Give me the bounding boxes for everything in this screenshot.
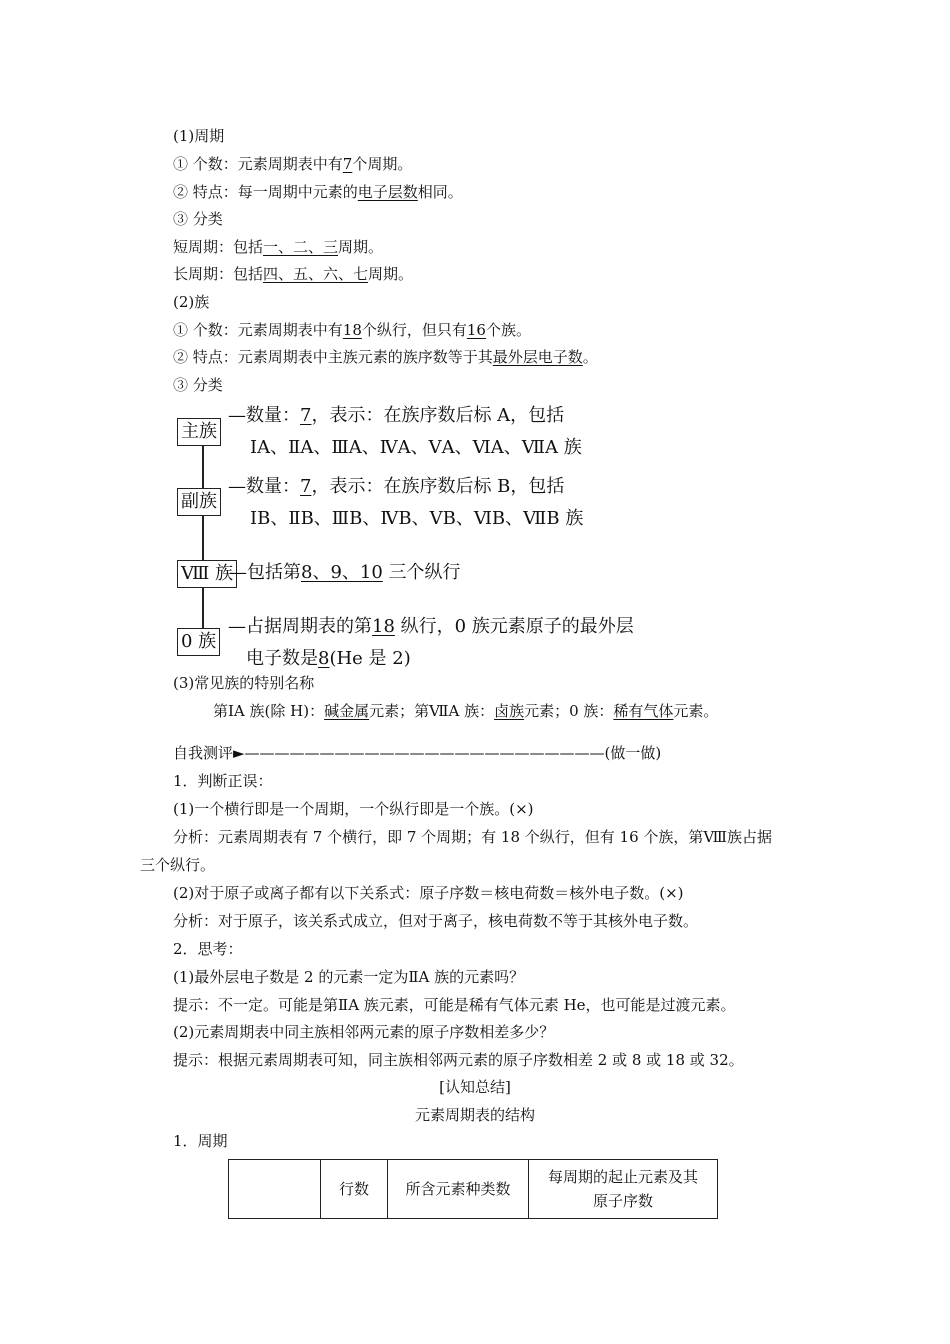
zero-group-box: 0 族 (177, 628, 220, 656)
diagram-connector-2 (202, 515, 204, 562)
period-long-pre: 长周期：包括 (173, 265, 264, 283)
period-count-value: 7 (342, 155, 353, 173)
q1b-analysis: 分析：对于原子，该关系式成立，但对于离子，核电荷数不等于其核外电子数。 (173, 912, 699, 930)
zero-group-line1 (228, 615, 634, 639)
group-count-mid: 个纵行，但只有 (361, 321, 467, 339)
main-group-box: 主族 (177, 418, 221, 446)
group-heading: (2)族 (173, 293, 210, 311)
special-heading: (3)常见族的特别名称 (173, 674, 315, 692)
viii-group-pre: —包括第 (229, 562, 301, 583)
zero-group-line1-pre: —占据周期表的第 (228, 616, 372, 637)
q1b-statement: (2)对于原子或离子都有以下关系式：原子序数＝核电荷数＝核外电子数。(×) (173, 884, 684, 902)
summary-title: 元素周期表的结构 (414, 1106, 535, 1124)
summary-period-subheading: 1．周期 (173, 1132, 228, 1150)
table-header-element-count: 所含元素种类数 (388, 1160, 529, 1219)
viii-group-line (229, 561, 461, 585)
group-classify: ③ 分类 (173, 376, 223, 394)
group-count-pre: ① 个数：元素周期表中有 (173, 321, 343, 339)
q2a-question: (1)最外层电子数是 2 的元素一定为ⅡA 族的元素吗？ (173, 968, 525, 986)
period-short-post: 周期。 (338, 238, 384, 256)
q2a-hint: 提示：不一定。可能是第ⅡA 族元素，可能是稀有气体元素 He，也可能是过渡元素。 (173, 996, 736, 1014)
group-feature-value: 最外层电子数 (492, 348, 583, 366)
main-group-count: 7 (300, 405, 312, 426)
table-header-row (229, 1160, 718, 1219)
sub-group-line2: ⅠB、ⅡB、ⅢB、ⅣB、ⅤB、ⅥB、ⅦB 族 (250, 508, 584, 529)
period-short-line (173, 237, 383, 257)
main-group-line1-pre: —数量： (228, 405, 300, 426)
table-header-start-end-line1: 每周期的起止元素及其 (547, 1168, 698, 1186)
period-long-value: 四、五、六、七 (263, 265, 369, 283)
period-count-post: 个周期。 (352, 155, 413, 173)
special-p1: 第ⅠA 族(除 H)： (213, 702, 325, 720)
period-long-line (173, 264, 413, 284)
viii-group-columns: 8、9、10 (301, 562, 383, 583)
summary-bracket: [认知总结] (439, 1078, 511, 1096)
group-feature-pre: ② 特点：元素周期表中主族元素的族序数等于其 (173, 348, 493, 366)
group-count-value1: 18 (342, 321, 362, 339)
q1a-analysis-line2: 三个纵行。 (140, 856, 216, 874)
special-p3: 元素；0 族： (524, 702, 614, 720)
period-feature-pre: ② 特点：每一周期中元素的 (173, 183, 358, 201)
alkali-metal-name: 碱金属 (324, 702, 370, 720)
zero-group-column: 18 (372, 616, 395, 637)
sub-group-line1-pre: —数量： (228, 476, 300, 497)
viii-group-box: Ⅷ 族 (177, 560, 237, 588)
viii-group-post: 三个纵行 (382, 562, 461, 583)
special-p2: 元素；第ⅦA 族： (369, 702, 495, 720)
special-names-line (213, 701, 718, 721)
period-feature-value: 电子层数 (357, 183, 418, 201)
group-feature-post: 。 (582, 348, 598, 366)
zero-group-line1-post: 纵行，0 族元素原子的最外层 (394, 616, 634, 637)
table-header-start-end (529, 1160, 718, 1219)
noble-gas-name: 稀有气体 (613, 702, 674, 720)
table-header-rows: 行数 (321, 1160, 388, 1219)
period-long-post: 周期。 (368, 265, 414, 283)
q2b-hint: 提示：根据元素周期表可知，同主族相邻两元素的原子序数相差 2 或 8 或 18 或 32。 (173, 1051, 744, 1069)
group-count-line (173, 320, 531, 340)
sub-group-line1 (228, 475, 564, 499)
period-heading: (1)周期 (173, 127, 225, 145)
group-feature-line (173, 347, 598, 367)
sub-group-line1-post: ，表示：在族序数后标 B，包括 (311, 476, 565, 497)
q1a-analysis-line1: 分析：元素周期表有 7 个横行，即 7 个周期；有 18 个纵行，但有 16 个族，第Ⅷ族占据 (173, 828, 773, 846)
period-short-pre: 短周期：包括 (173, 238, 264, 256)
diagram-connector-3 (202, 585, 204, 630)
q2b-question: (2)元素周期表中同主族相邻两元素的原子序数相差多少？ (173, 1023, 555, 1041)
group-count-post: 个族。 (485, 321, 531, 339)
q1-title: 1．判断正误： (173, 772, 273, 790)
special-p4: 元素。 (673, 702, 719, 720)
period-feature-line (173, 182, 463, 202)
main-group-line2: ⅠA、ⅡA、ⅢA、ⅣA、ⅤA、ⅥA、ⅦA 族 (250, 437, 582, 458)
period-table (228, 1159, 718, 1219)
group-count-value2: 16 (466, 321, 486, 339)
diagram-connector-1 (202, 445, 204, 490)
period-count-pre: ① 个数：元素周期表中有 (173, 155, 343, 173)
q2-title: 2．思考： (173, 940, 243, 958)
table-header-empty (229, 1160, 321, 1219)
self-test-header: 自我测评►————————————————————————(做一做) (173, 744, 662, 762)
period-feature-post: 相同。 (417, 183, 463, 201)
table-header-start-end-line2: 原子序数 (592, 1192, 653, 1210)
zero-group-electrons: 8 (318, 648, 330, 669)
period-classify: ③ 分类 (173, 210, 223, 228)
zero-group-line2-post: (He 是 2) (329, 648, 411, 669)
main-group-line1 (228, 404, 564, 428)
halogen-name: 卤族 (494, 702, 525, 720)
sub-group-count: 7 (300, 476, 312, 497)
period-short-value: 一、二、三 (263, 238, 339, 256)
zero-group-line2 (246, 647, 411, 671)
q1a-statement: (1)一个横行即是一个周期，一个纵行即是一个族。(×) (173, 800, 534, 818)
main-group-line1-post: ，表示：在族序数后标 A，包括 (311, 405, 565, 426)
period-count-line (173, 154, 412, 174)
zero-group-line2-pre: 电子数是 (246, 648, 318, 669)
sub-group-box: 副族 (177, 488, 221, 516)
